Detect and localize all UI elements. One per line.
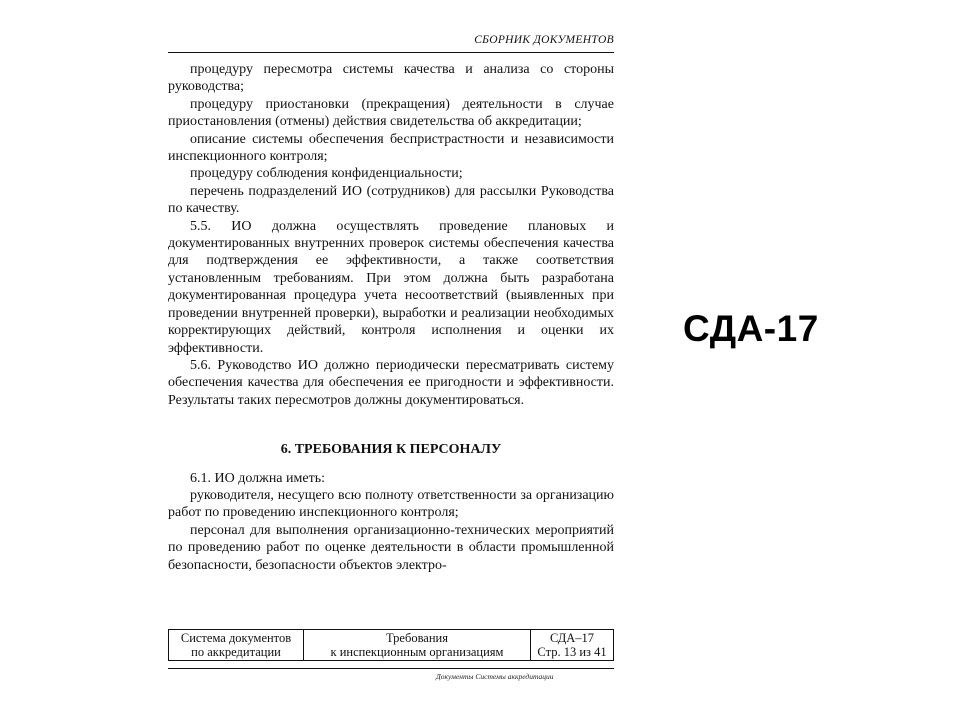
footer-cell-requirements: [304, 630, 531, 661]
document-page: [168, 32, 614, 574]
paragraph: процедуру соблюдения конфиденциальности;: [190, 166, 463, 182]
footer-page-number: Стр. 13 из 41: [537, 645, 607, 659]
footer-system-line1: Система документов: [180, 631, 292, 645]
footer-table: [168, 629, 614, 661]
section-paragraph: руководителя, несущего всю полноту ответственности за организацию работ по проведению инспекционного контроля;: [168, 487, 614, 521]
bottom-rule: [168, 668, 614, 669]
footer-note: Документы Системы аккредитации: [436, 672, 554, 681]
footer-cell-page: [531, 630, 614, 661]
running-header: [168, 32, 614, 53]
paragraph: перечень подразделений ИО (сотрудников) для рассылки Руководства по качеству.: [168, 183, 614, 217]
paragraph: 5.6. Руководство ИО должно периодически пересматривать систему обеспечения качества для обеспечения ее пригодности и эффективности. Результаты таких пересмотров должны документироваться.: [168, 357, 614, 408]
footer-system-line2: по аккредитации: [191, 645, 281, 659]
section-paragraph: персонал для выполнения организационно-технических мероприятий по проведению работ по оценке деятельности в области промышленной безопасности, безопасности объектов электро-: [168, 522, 614, 573]
paragraph: процедуру приостановки (прекращения) деятельности в случае приостановления (отмены) действия свидетельства об аккредитации;: [168, 96, 614, 130]
section-title: 6. ТРЕБОВАНИЯ К ПЕРСОНАЛУ: [280, 442, 502, 458]
footer-doc-code: СДА–17: [549, 631, 595, 645]
footer-requirements-line1: Требования: [386, 631, 448, 645]
paragraph: процедуру пересмотра системы качества и анализа со стороны руководства;: [168, 62, 614, 95]
footer-requirements-line2: к инспекционным организациям: [330, 645, 504, 659]
body-text: [168, 61, 614, 574]
footer-cell-system: [169, 630, 304, 661]
paragraph: 5.5. ИО должна осуществлять проведение плановых и документированных внутренних проверок системы обеспечения качества для подтверждения ее эффективности, а также соответствия установленным требованиям. При этом должна быть разработана документированная процедура учета несоответствий (выявленных при проведении внутренней проверки), выработки и реализации необходимых корректирующих действий, контроля исполнения и оценки их эффективности.: [168, 218, 614, 356]
paragraph: описание системы обеспечения беспристрастности и независимости инспекционного контроля;: [168, 131, 614, 165]
document-code-label: СДА-17: [683, 308, 819, 349]
running-header-title: СБОРНИК ДОКУМЕНТОВ: [474, 34, 614, 46]
section-paragraph: 6.1. ИО должна иметь:: [190, 470, 325, 486]
